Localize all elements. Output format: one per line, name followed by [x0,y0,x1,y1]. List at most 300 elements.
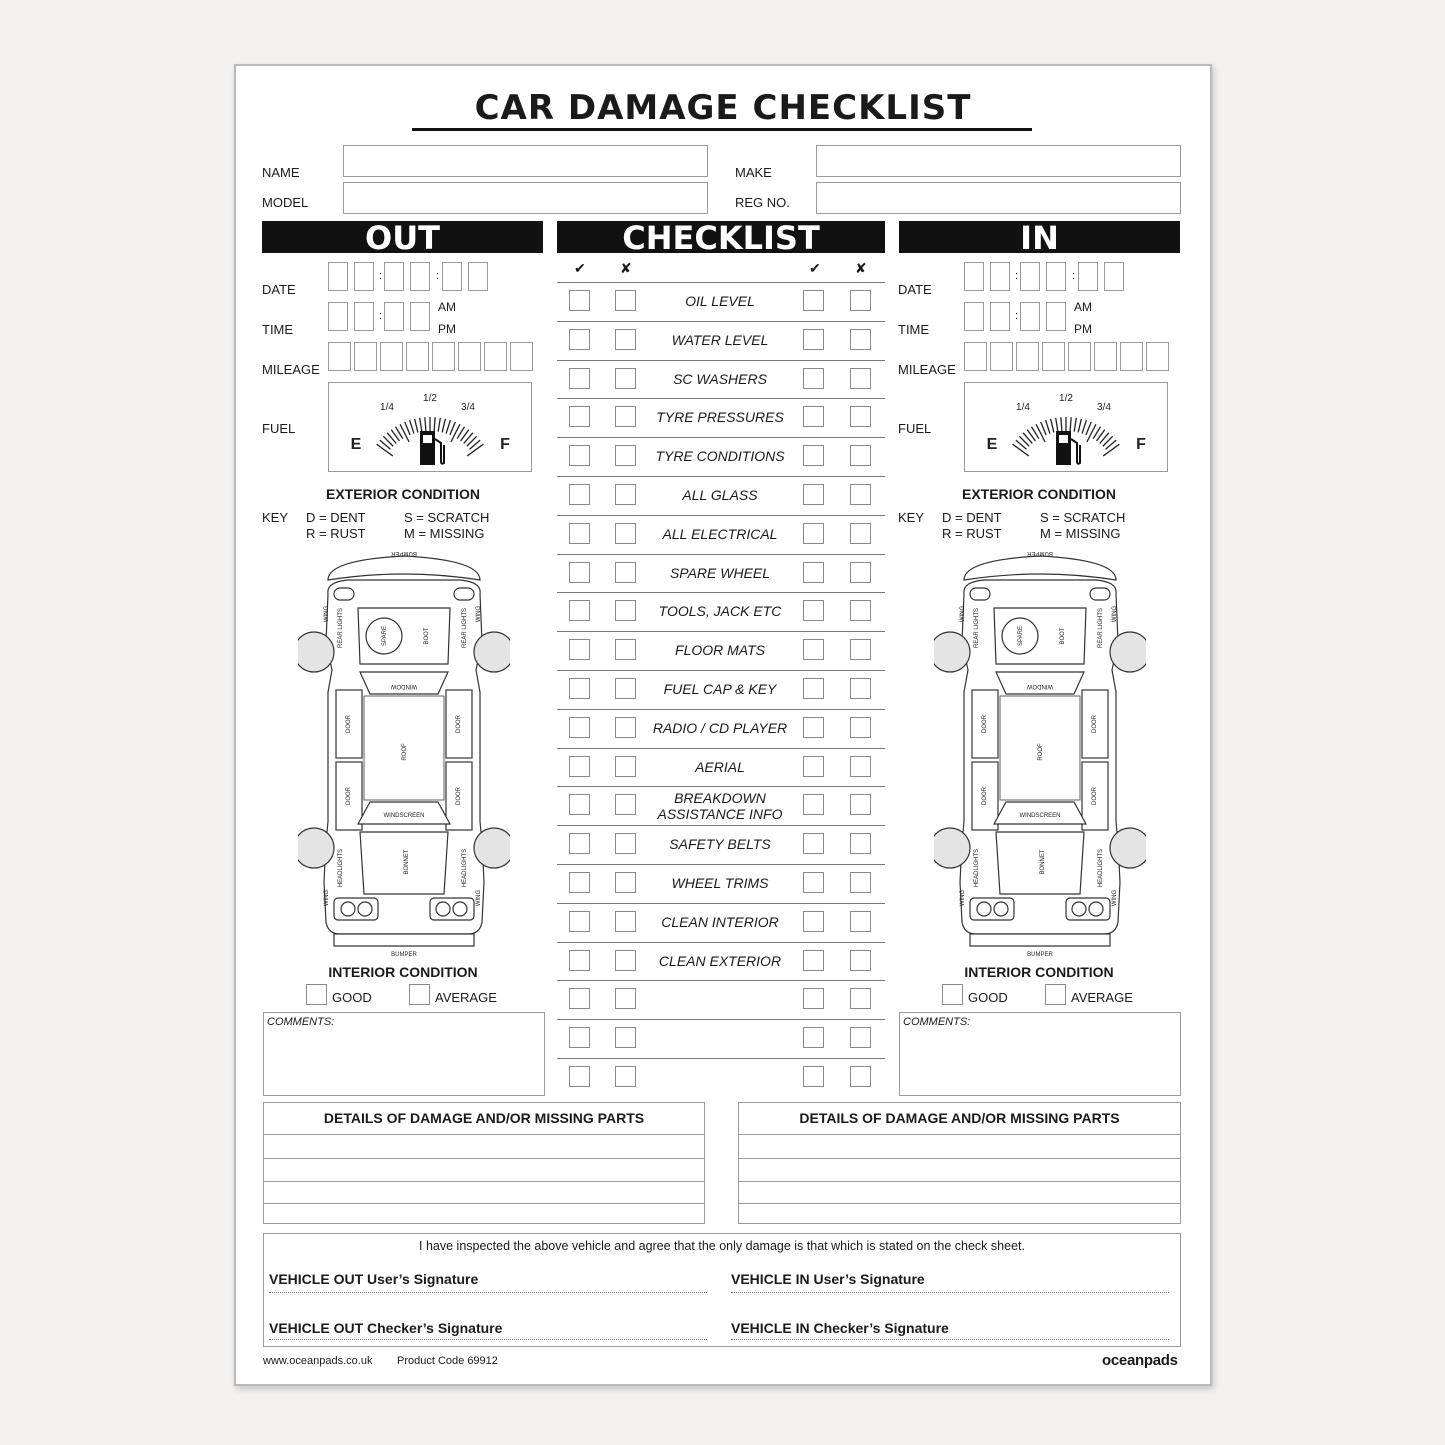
checklist-item-label: WATER LEVEL [671,331,769,348]
in-ok-checkbox[interactable] [803,950,824,971]
out-door-label: DOOR [346,715,352,733]
out-mileage-digit[interactable] [380,342,403,371]
out-pm-option[interactable]: PM [438,322,456,336]
out-fault-checkbox[interactable] [615,1066,636,1087]
checklist-row [557,1058,885,1097]
out-gauge-tick [425,417,426,431]
in-car-diagram[interactable] [934,542,1146,960]
out-fault-checkbox[interactable] [615,523,636,544]
in-ok-checkbox[interactable] [803,445,824,466]
out-headlight-lamp [358,902,372,916]
details-line [264,1158,704,1159]
checklist-row [557,903,885,942]
out-ok-checkbox[interactable] [569,562,590,583]
out-wing-label: WING [476,605,482,623]
checklist-row [557,1019,885,1058]
out-fault-checkbox[interactable] [615,950,636,971]
in-time-digit[interactable] [1020,302,1040,331]
out-fuel-f-label: F [500,436,510,453]
in-ok-checkbox[interactable] [803,678,824,699]
out-fuel-e-label: E [350,436,362,453]
out-comments-box[interactable] [263,1012,545,1096]
out-mileage-digit[interactable] [328,342,351,371]
in-rear-window-label: WINDOW [1026,683,1054,689]
out-rear-lights-label-right: REAR LIGHTS [462,607,468,649]
in-bonnet-label: BONNET [1040,849,1046,875]
in-headlight-lamp [977,902,991,916]
out-gauge-tick [446,420,450,433]
out-fault-checkbox[interactable] [615,368,636,389]
in-gauge-tick [1070,417,1071,431]
in-mileage-digit[interactable] [1016,342,1039,371]
row-divider [557,282,885,283]
row-divider [557,670,885,671]
in-ok-checkbox[interactable] [803,756,824,777]
in-key-scratch: S = SCRATCH [1040,510,1126,525]
in-gauge-tick [1051,419,1054,433]
in-date-digit[interactable] [1078,262,1098,291]
in-gauge-tick [1041,422,1046,435]
out-interior-good-label: GOOD [332,990,372,1005]
row-divider [557,864,885,865]
in-fault-checkbox[interactable] [850,1066,871,1087]
out-ok-checkbox[interactable] [569,950,590,971]
checklist-band: CHECKLIST [557,221,885,253]
in-time-digit[interactable] [964,302,984,331]
out-mileage-digit[interactable] [458,342,481,371]
in-ok-checkbox[interactable] [803,639,824,660]
out-wing-label: WING [324,605,330,623]
out-windscreen-label: WINDSCREEN [383,813,425,819]
in-cross-icon: ✘ [855,260,867,276]
declaration-text: I have inspected the above vehicle and agree that the only damage is that which is stated on the check sheet. [419,1239,1025,1253]
out-time-digit[interactable] [328,302,348,331]
out-date-label: DATE [262,282,296,297]
checklist-item-label: FUEL CAP & KEY [663,681,777,697]
out-fault-checkbox[interactable] [615,678,636,699]
in-ok-checkbox[interactable] [803,290,824,311]
reg-field[interactable] [816,182,1181,214]
out-wheel [298,828,334,868]
checklist-item-label: FLOOR MATS [675,642,765,659]
out-wheel [298,632,334,672]
in-fault-checkbox[interactable] [850,872,871,893]
in-door-label: DOOR [982,787,988,805]
out-time-digit[interactable] [384,302,404,331]
out-key-scratch: S = SCRATCH [404,510,490,525]
out-gauge-tick [434,417,435,431]
out-ok-checkbox[interactable] [569,1066,590,1087]
out-mileage-digit[interactable] [432,342,455,371]
out-fault-checkbox[interactable] [615,833,636,854]
in-wheel [934,632,970,672]
out-date-digit[interactable] [384,262,404,291]
in-rear-light-right [1090,588,1110,600]
out-time-digit[interactable] [354,302,374,331]
out-ok-checkbox[interactable] [569,290,590,311]
in-fault-checkbox[interactable] [850,290,871,311]
checklist-item-label: SAFETY BELTS [669,836,771,853]
in-date-digit[interactable] [1020,262,1040,291]
in-fault-checkbox[interactable] [850,911,871,932]
in-time-digit[interactable] [1046,302,1066,331]
out-ok-checkbox[interactable] [569,988,590,1009]
in-fuel-half-label: 1/2 [1059,393,1073,404]
in-mileage-digit[interactable] [1146,342,1169,371]
out-door-label: DOOR [346,787,352,805]
in-gauge-tick [1082,420,1086,433]
checklist-item-label: WHEEL TRIMS [671,875,769,891]
out-interior-good-checkbox[interactable] [306,984,327,1005]
in-fault-checkbox[interactable] [850,600,871,621]
in-ok-checkbox[interactable] [803,484,824,505]
details-line [739,1181,1180,1182]
out-fault-checkbox[interactable] [615,756,636,777]
in-mileage-label: MILEAGE [898,362,956,377]
row-divider [557,748,885,749]
out-gauge-tick [438,418,440,432]
out-date-sep: : [379,270,383,282]
out-ok-checkbox[interactable] [569,794,590,815]
out-date-digit[interactable] [442,262,462,291]
out-ok-checkbox[interactable] [569,406,590,427]
in-gauge-tick [1103,444,1119,456]
brand-logo: oceanpads [1102,1352,1178,1369]
in-interior-title: INTERIOR CONDITION [964,964,1114,980]
out-interior-average-checkbox[interactable] [409,984,430,1005]
in-windscreen-label: WINDSCREEN [1019,813,1061,819]
in-gauge-tick [1046,420,1050,433]
out-tick-icon: ✔ [574,260,586,276]
in-ok-checkbox[interactable] [803,406,824,427]
out-checker-signature-line[interactable] [269,1339,707,1340]
in-front-bumper-label: BUMPER [1027,952,1053,958]
checklist-item-label: AERIAL [695,758,745,775]
in-mileage-digit[interactable] [1120,342,1143,371]
checklist-row [557,360,885,399]
in-fault-checkbox[interactable] [850,329,871,350]
out-date-sep: : [436,270,440,282]
out-ok-checkbox[interactable] [569,872,590,893]
out-fuel-label: FUEL [262,421,296,436]
in-interior-average-checkbox[interactable] [1045,984,1066,1005]
name-field[interactable] [343,145,708,177]
declaration-box [263,1233,1181,1347]
out-band: OUT [262,221,543,253]
out-ok-checkbox[interactable] [569,833,590,854]
out-checker-signature-label: VEHICLE OUT Checker’s Signature [269,1320,503,1336]
in-headlights-label-left: HEADLIGHTS [974,848,980,888]
in-key-dent: D = DENT [942,510,1002,525]
in-wheel [1110,828,1146,868]
out-fault-checkbox[interactable] [615,484,636,505]
checklist-row [557,515,885,554]
out-wing-label: WING [476,889,482,907]
out-rear-bumper [328,556,480,580]
out-fault-checkbox[interactable] [615,988,636,1009]
in-fault-checkbox[interactable] [850,717,871,738]
in-tick-icon: ✔ [809,260,821,276]
in-fault-checkbox[interactable] [850,950,871,971]
in-front-bumper [970,934,1110,946]
in-mileage-digit[interactable] [990,342,1013,371]
out-ok-checkbox[interactable] [569,600,590,621]
out-time-label: TIME [262,322,294,337]
out-mileage-digit[interactable] [354,342,377,371]
in-ok-checkbox[interactable] [803,717,824,738]
out-user-signature-label: VEHICLE OUT User’s Signature [269,1271,479,1287]
out-gauge-tick [451,424,460,442]
in-ok-checkbox[interactable] [803,600,824,621]
out-ok-checkbox[interactable] [569,484,590,505]
in-ok-checkbox[interactable] [803,1027,824,1048]
in-fault-checkbox[interactable] [850,639,871,660]
checklist-row [557,786,885,825]
reg-label: REG NO. [735,195,790,210]
details-line [739,1158,1180,1159]
checklist-row [557,825,885,864]
in-fault-checkbox[interactable] [850,523,871,544]
checklist-row [557,321,885,360]
in-user-signature-line[interactable] [731,1292,1169,1293]
footer-website: www.oceanpads.co.uk [263,1355,373,1367]
in-ok-checkbox[interactable] [803,562,824,583]
in-fault-checkbox[interactable] [850,1027,871,1048]
in-fault-checkbox[interactable] [850,678,871,699]
in-ok-checkbox[interactable] [803,1066,824,1087]
in-fuel-gauge[interactable] [964,382,1168,472]
in-wing-label: WING [1112,605,1118,623]
checklist-item-label: SC WASHERS [673,370,767,387]
in-interior-good-label: GOOD [968,990,1008,1005]
out-fault-checkbox[interactable] [615,717,636,738]
in-comments-box[interactable] [899,1012,1181,1096]
out-fault-checkbox[interactable] [615,600,636,621]
out-fuel-quarter-label: 1/4 [380,402,394,413]
out-front-bumper-label: BUMPER [391,952,417,958]
in-date-digit[interactable] [990,262,1010,291]
in-headlight-lamp [994,902,1008,916]
model-field[interactable] [343,182,708,214]
out-ok-checkbox[interactable] [569,756,590,777]
in-ok-checkbox[interactable] [803,911,824,932]
out-time-digit[interactable] [410,302,430,331]
row-divider [557,360,885,361]
in-panel [898,256,1180,1096]
details-out [263,1102,705,1224]
details-out-title: DETAILS OF DAMAGE AND/OR MISSING PARTS [264,1103,704,1135]
checklist-item-label: ALL ELECTRICAL [662,525,778,542]
out-boot-label: BOOT [424,627,430,645]
checklist-row [557,670,885,709]
in-ok-checkbox[interactable] [803,833,824,854]
in-exterior-title: EXTERIOR CONDITION [961,486,1116,502]
in-checker-signature-line[interactable] [731,1339,1169,1340]
out-fuel-gauge[interactable] [328,382,532,472]
checklist-item-label: CLEAN INTERIOR [661,913,779,930]
in-wheel [934,828,970,868]
in-gauge-tick [1074,418,1076,432]
out-ok-checkbox[interactable] [569,368,590,389]
out-fault-checkbox[interactable] [615,794,636,815]
in-fuel-f-label: F [1136,436,1146,453]
out-ok-checkbox[interactable] [569,639,590,660]
in-pm-option[interactable]: PM [1074,322,1092,336]
in-fault-checkbox[interactable] [850,445,871,466]
in-date-digit[interactable] [964,262,984,291]
in-ok-checkbox[interactable] [803,988,824,1009]
in-ok-checkbox[interactable] [803,794,824,815]
out-mileage-label: MILEAGE [262,362,320,377]
checklist-row [557,592,885,631]
row-divider [557,786,885,787]
out-key-missing: M = MISSING [404,526,485,541]
out-date-digit[interactable] [468,262,488,291]
in-mileage-digit[interactable] [1068,342,1091,371]
row-divider [557,554,885,555]
out-fault-checkbox[interactable] [615,445,636,466]
in-fault-checkbox[interactable] [850,368,871,389]
in-rear-bumper-label: BUMPER [1027,550,1053,556]
in-fault-checkbox[interactable] [850,833,871,854]
row-divider [557,709,885,710]
in-time-sep: : [1015,310,1019,322]
out-fault-checkbox[interactable] [615,911,636,932]
in-mileage-digit[interactable] [1094,342,1117,371]
details-line [264,1181,704,1182]
out-gauge-tick [442,419,445,433]
out-comments-label: COMMENTS: [267,1016,335,1028]
page-title: CAR DAMAGE CHECKLIST [474,88,972,128]
in-ok-checkbox[interactable] [803,329,824,350]
footer-product-code: Product Code 69912 [397,1355,498,1367]
out-ok-checkbox[interactable] [569,523,590,544]
out-fault-checkbox[interactable] [615,290,636,311]
in-key-missing: M = MISSING [1040,526,1121,541]
in-gauge-tick [1078,419,1081,433]
in-ok-checkbox[interactable] [803,872,824,893]
checklist-row [557,437,885,476]
out-headlight-lamp [341,902,355,916]
checklist-item-label: CLEAN EXTERIOR [658,952,782,969]
out-ok-checkbox[interactable] [569,717,590,738]
in-ok-checkbox[interactable] [803,368,824,389]
in-interior-good-checkbox[interactable] [942,984,963,1005]
model-label: MODEL [262,195,309,210]
out-wheel [474,632,510,672]
out-mileage-digit[interactable] [406,342,429,371]
out-ok-checkbox[interactable] [569,445,590,466]
in-date-sep: : [1072,270,1076,282]
row-divider [557,942,885,943]
in-comments-label: COMMENTS: [903,1016,971,1028]
out-fault-checkbox[interactable] [615,1027,636,1048]
out-cross-icon: ✘ [620,260,632,276]
in-headlight-lamp [1089,902,1103,916]
in-am-option[interactable]: AM [1074,300,1092,314]
out-date-digit[interactable] [410,262,430,291]
in-fault-checkbox[interactable] [850,484,871,505]
checklist-item-label: BREAKDOWN ASSISTANCE INFO [657,790,783,823]
row-divider [557,631,885,632]
in-date-digit[interactable] [1046,262,1066,291]
make-field[interactable] [816,145,1181,177]
row-divider [557,437,885,438]
out-date-digit[interactable] [354,262,374,291]
in-fault-checkbox[interactable] [850,756,871,777]
in-rear-window [996,672,1084,694]
out-bonnet-label: BONNET [404,849,410,875]
in-mileage-digit[interactable] [964,342,987,371]
in-roof-label: ROOF [1038,743,1044,761]
out-rear-light-left [334,588,354,600]
out-fault-checkbox[interactable] [615,329,636,350]
out-fault-checkbox[interactable] [615,406,636,427]
out-am-option[interactable]: AM [438,300,456,314]
out-fault-checkbox[interactable] [615,872,636,893]
out-key-dent: D = DENT [306,510,366,525]
in-boot-label: BOOT [1060,627,1066,645]
in-ok-checkbox[interactable] [803,523,824,544]
checklist-item-label: RADIO / CD PLAYER [652,719,788,736]
out-wheel [474,828,510,868]
in-headlights-label-right: HEADLIGHTS [1098,848,1104,888]
out-fault-checkbox[interactable] [615,639,636,660]
out-user-signature-line[interactable] [269,1292,707,1293]
details-in-title: DETAILS OF DAMAGE AND/OR MISSING PARTS [739,1103,1180,1135]
out-spare-label: SPARE [382,626,388,646]
in-fault-checkbox[interactable] [850,562,871,583]
in-gauge-tick [1061,417,1062,431]
in-fuel-label: FUEL [898,421,932,436]
out-fault-checkbox[interactable] [615,562,636,583]
in-rear-lights-label-right: REAR LIGHTS [1098,607,1104,649]
out-gauge-tick [415,419,418,433]
out-interior-average-label: AVERAGE [435,990,497,1005]
out-ok-checkbox[interactable] [569,1027,590,1048]
checklist-row [557,398,885,437]
out-headlight-lamp [453,902,467,916]
out-panel [262,256,544,1096]
checklist-row [557,748,885,787]
row-divider [557,1058,885,1059]
checklist-row [557,709,885,748]
row-divider [557,398,885,399]
in-time-digit[interactable] [990,302,1010,331]
out-ok-checkbox[interactable] [569,329,590,350]
out-mileage-digit[interactable] [484,342,507,371]
checklist-item-label: TYRE CONDITIONS [655,448,785,465]
out-headlights-label-left: HEADLIGHTS [338,848,344,888]
in-rear-light-left [970,588,990,600]
out-key-rust: R = RUST [306,526,366,541]
out-ok-checkbox[interactable] [569,911,590,932]
in-fault-checkbox[interactable] [850,406,871,427]
in-fault-checkbox[interactable] [850,794,871,815]
out-car-diagram[interactable] [298,542,510,960]
in-user-signature-label: VEHICLE IN User’s Signature [731,1271,925,1287]
out-mileage-digit[interactable] [510,342,533,371]
out-date-digit[interactable] [328,262,348,291]
in-wing-label: WING [960,889,966,907]
out-ok-checkbox[interactable] [569,678,590,699]
in-mileage-digit[interactable] [1042,342,1065,371]
in-date-digit[interactable] [1104,262,1124,291]
in-interior-average-label: AVERAGE [1071,990,1133,1005]
in-wing-label: WING [960,605,966,623]
in-gauge-tick [1086,422,1091,435]
in-fault-checkbox[interactable] [850,988,871,1009]
